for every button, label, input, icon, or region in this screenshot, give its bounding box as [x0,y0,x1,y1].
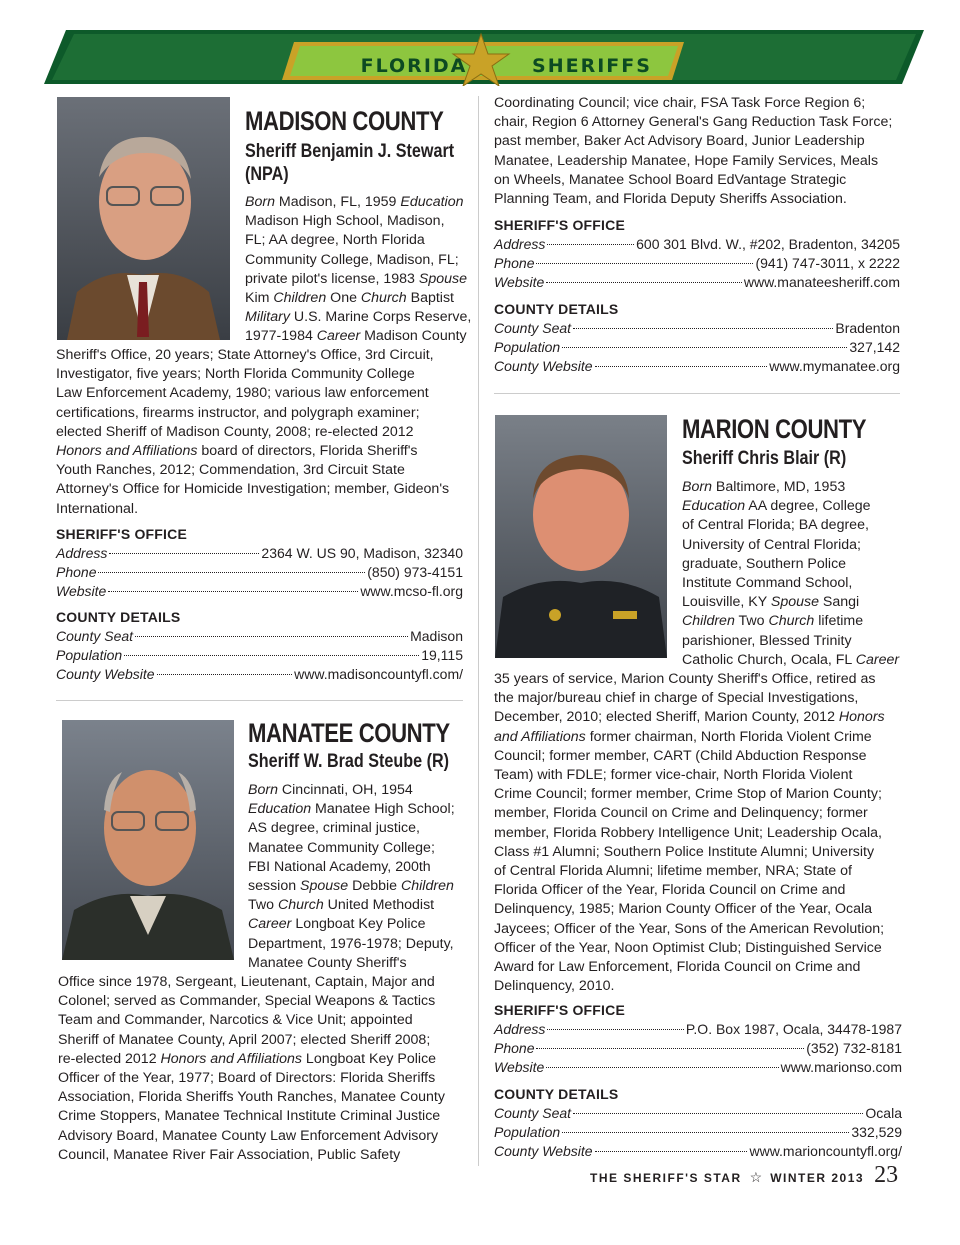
bio-line: Institute Command School, [682,575,853,592]
madison-population-row [56,646,463,665]
marion-website[interactable]: www.marionso.com [780,1059,902,1075]
madison-phone: (850) 973-4151 [367,564,463,580]
manatee-county-heading: MANATEE COUNTY [248,718,450,748]
bio-line: Officer of the Year, Noon Optimist Club; Distinguished Service [494,939,882,956]
bio-line: University of Central Florida; [682,536,861,553]
column-divider [478,96,479,1166]
county-website-label: County Website [56,666,155,682]
bio-line: Education AA degree, College [682,498,871,515]
bio-line: Team) with FDLE; former vice-chair, North Florida Violent [494,767,853,784]
bio-line: session Spouse Debbie Children [248,878,454,895]
marion-bio-wrap [682,478,899,670]
bio-line: Planning Team, and Florida Deputy Sheriffs Association. [494,191,847,208]
madison-sheriff-name-line1: Sheriff Benjamin J. Stewart [245,141,455,162]
manatee-bio-full [58,973,445,1165]
manatee-county-website[interactable]: www.mymanatee.org [769,358,900,374]
bio-line: Office since 1978, Sergeant, Lieutenant, Captain, Major and [58,974,435,990]
manatee-population-row [494,338,900,357]
bio-line: AS degree, criminal justice, [248,820,420,837]
address-label: Address [494,236,546,252]
bio-line: of Central Florida; BA degree, [682,517,869,534]
madison-bio-full [56,346,449,519]
manatee-address: 600 301 Blvd. W., #202, Bradenton, 34205 [636,236,900,252]
bio-line: Louisville, KY Spouse Sangi [682,594,860,611]
marion-sheriff-name: Sheriff Chris Blair (R) [682,448,847,469]
county-website-label: County Website [494,1143,593,1159]
page-number: 23 [874,1162,899,1188]
bio-line: Investigator, five years; North Florida Community College [56,366,415,383]
marion-seat: Ocala [865,1105,902,1121]
bio-line: graduate, Southern Police [682,555,847,572]
bio-line: Career Longboat Key Police [248,916,426,933]
madison-county-heading: MADISON COUNTY [245,106,444,136]
bio-line: private pilot's license, 1983 Spouse [245,270,467,287]
section-divider [56,700,463,701]
seat-label: County Seat [494,320,572,336]
madison-website[interactable]: www.mcso-fl.org [360,583,463,599]
marion-phone: (352) 732-8181 [806,1040,902,1056]
bio-line: International. [56,500,139,517]
marion-population-row [494,1123,902,1142]
manatee-address-row [494,235,900,254]
bio-line: Manatee County Sheriff's [248,954,407,971]
bio-line: Team and Commander, Narcotics & Vice Unit; appointed [58,1012,413,1029]
publication-name: THE SHERIFF'S STAR [590,1171,742,1185]
star-icon: ☆ [749,1169,763,1185]
phone-label: Phone [56,564,97,580]
portrait-placeholder-icon [62,720,234,960]
bio-line: of Central Florida Alumni; lifetime member, NRA; State of [494,863,852,880]
marion-county-heading: MARION COUNTY [682,414,867,444]
bio-line: Sheriff's Office, 20 years; State Attorney's Office, 3rd Circuit, [56,347,434,363]
bio-line: Officer of the Year, 1977; Board of Directors: Florida Sheriffs [58,1070,436,1087]
bio-line: Madison High School, Madison, [245,213,445,230]
website-label: Website [56,583,107,599]
bio-line: Manatee Community College; [248,839,435,856]
bio-line: on Wheels, Manatee School Board EdVantage Strategic [494,171,847,188]
portrait-placeholder-icon [495,415,667,658]
page-footer [590,1162,910,1190]
manatee-website-row [494,273,900,292]
bio-line: Attorney's Office for Homicide Investigation; member, Gideon's [56,481,450,498]
madison-address: 2364 W. US 90, Madison, 32340 [261,545,463,561]
manatee-seat-row [494,319,900,338]
bio-line: Crime Council; former member, Crime Stop of Marion County; [494,786,882,803]
bio-line: Military U.S. Marine Corps Reserve, [245,309,472,326]
bio-line: Florida Officer of the Year, Florida Council on Crime and [494,882,846,899]
issue-date: WINTER 2013 [770,1171,865,1185]
marion-sheriff-photo [495,415,667,658]
madison-county-website[interactable]: www.madisoncountyfl.com/ [294,666,463,682]
section-divider [494,393,900,394]
marion-population: 332,529 [851,1124,902,1140]
bio-line: Department, 1976-1978; Deputy, [248,935,454,952]
marion-website-row [494,1058,902,1077]
bio-line: Manatee, Leadership Manatee, Hope Family Services, Meals [494,152,879,169]
marion-office-title: SHERIFF'S OFFICE [494,1002,625,1018]
manatee-details-title: COUNTY DETAILS [494,301,619,317]
phone-label: Phone [494,1040,535,1056]
bio-line: Honors and Affiliations board of directors, Florida Sheriff's [56,443,418,460]
bio-line: Kim Children One Church Baptist [245,290,454,307]
madison-details-title: COUNTY DETAILS [56,609,181,625]
manatee-phone: (941) 747-3011, x 2222 [755,255,900,271]
madison-sheriff-name-line2: (NPA) [245,164,289,185]
bio-line: Colonel; served as Commander, Special Weapons & Tactics [58,993,436,1010]
bio-line: Association, Florida Sheriffs Youth Ranches, Manatee County [58,1089,445,1106]
bio-line: FBI National Academy, 200th [248,858,431,875]
bio-line: certifications, firearms instructor, and polygraph examiner; [56,404,420,421]
marion-address-row [494,1020,902,1039]
phone-label: Phone [494,255,535,271]
madison-population: 19,115 [421,647,463,663]
bio-line: Delinquency, 1985; Marion County Officer of the Year, Ocala [494,901,873,918]
marion-phone-row [494,1039,902,1058]
marion-address: P.O. Box 1987, Ocala, 34478-1987 [685,1021,902,1037]
manatee-seat: Bradenton [835,320,900,336]
bio-line: Sheriff of Manatee County, April 2007; elected Sheriff 2008; [58,1031,431,1048]
manatee-phone-row [494,254,900,273]
manatee-website[interactable]: www.manateesheriff.com [743,274,900,290]
madison-phone-row [56,563,463,582]
bio-line: the major/bureau chief in charge of Special Investigations, [494,690,859,707]
madison-seat-row [56,627,463,646]
website-label: Website [494,1059,545,1075]
marion-county-website-row [494,1142,902,1161]
population-label: Population [494,339,561,355]
bio-line: and Affiliations former chairman, North Florida Violent Crime [494,728,872,745]
bio-line: Born Madison, FL, 1959 Education [245,194,464,210]
bio-line: member, Florida Robbery Intelligence Unit; Leadership Ocala, [494,824,882,841]
bio-line: Catholic Church, Ocala, FL Career [682,651,900,668]
madison-sheriff-photo [57,97,230,340]
address-label: Address [56,545,108,561]
bio-line: 35 years of service, Marion County Sheriff's Office, retired as [494,671,876,687]
county-website-label: County Website [494,358,593,374]
portrait-placeholder-icon [57,97,230,340]
madison-bio-wrap [245,193,471,347]
bio-line: Council; former member, CART (Child Abduction Response [494,747,867,764]
manatee-sheriff-photo [62,720,234,960]
bio-line: re-elected 2012 Honors and Affiliations Longboat Key Police [58,1050,437,1067]
bio-line: parishioner, Blessed Trinity [682,632,852,649]
banner-word-florida: FLORIDA [360,55,468,77]
bio-line: Born Baltimore, MD, 1953 [682,479,846,495]
bio-line: member, Florida Council on Crime and Delinquency; former [494,805,868,822]
seat-label: County Seat [494,1105,572,1121]
madison-office-title: SHERIFF'S OFFICE [56,526,187,542]
madison-county-website-row [56,665,463,684]
madison-sheriff-name [245,140,454,186]
bio-line: Jaycees; Officer of the Year, Sons of the American Revolution; [494,920,885,937]
bio-line: Coordinating Council; vice chair, FSA Task Force Region 6; [494,95,866,111]
manatee-bio-continued [494,94,892,209]
bio-line: Children Two Church lifetime [682,613,864,630]
madison-seat: Madison [410,628,463,644]
bio-line: Award for Law Enforcement, Florida Council on Crime and [494,959,861,976]
bio-line: Delinquency, 2010. [494,978,615,995]
marion-bio-full [494,670,885,996]
seat-label: County Seat [56,628,134,644]
population-label: Population [56,647,123,663]
address-label: Address [494,1021,546,1037]
manatee-population: 327,142 [849,339,900,355]
bio-line: Crime Stoppers, Manatee Technical Institute Criminal Justice [58,1108,441,1125]
bio-line: chair, Region 6 Attorney General's Gang Reduction Task Force; [494,114,893,131]
bio-line: Born Cincinnati, OH, 1954 [248,782,413,798]
bio-line: Community College, Madison, FL; [245,251,459,268]
marion-seat-row [494,1104,902,1123]
bio-line: Two Church United Methodist [248,897,435,914]
bio-line: Education Manatee High School; [248,801,455,818]
manatee-county-website-row [494,357,900,376]
marion-county-website[interactable]: www.marioncountyfl.org/ [749,1143,902,1159]
bio-line: Advisory Board, Manatee County Law Enforcement Advisory [58,1127,439,1144]
bio-line: December, 2010; elected Sheriff, Marion County, 2012 Honors [494,709,885,726]
bio-line: Law Enforcement Academy, 1980; various law enforcement [56,385,429,402]
bio-line: Class #1 Alumni; Southern Police Institute Alumni; University [494,843,875,860]
banner-word-sheriffs: SHERIFFS [532,55,652,77]
madison-website-row [56,582,463,601]
page-banner [44,28,924,86]
bio-line: Youth Ranches, 2012; Commendation, 3rd Circuit State [56,462,405,479]
manatee-sheriff-name: Sheriff W. Brad Steube (R) [248,751,449,772]
bio-line: FL; AA degree, North Florida [245,232,425,249]
manatee-office-title: SHERIFF'S OFFICE [494,217,625,233]
population-label: Population [494,1124,561,1140]
bio-line: past member, Baker Act Advisory Board, Junior Leadership [494,133,865,150]
website-label: Website [494,274,545,290]
manatee-bio-wrap [248,781,455,973]
marion-details-title: COUNTY DETAILS [494,1086,619,1102]
bio-line: elected Sheriff of Madison County, 2008; re-elected 2012 [56,423,414,440]
bio-line: 1977-1984 Career Madison County [245,328,467,345]
bio-line: Council, Manatee River Fair Association, Public Safety [58,1146,401,1163]
madison-address-row [56,544,463,563]
